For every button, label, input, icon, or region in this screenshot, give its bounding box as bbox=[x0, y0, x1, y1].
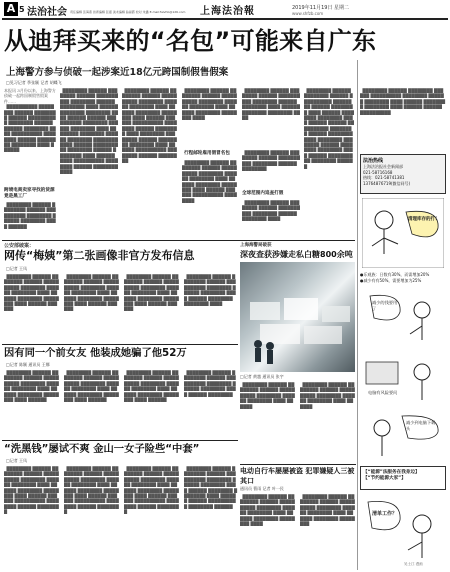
website: www.shfzb.com bbox=[292, 11, 324, 16]
wechat-column-4: ████████ ██████ ████████ ██████ ██████████ ████████ ██████ ████████ ████ ██████ ████████ ████████ ████ bbox=[184, 274, 236, 307]
divorce-column-3: ████████ ██████ ████████ ██████ ██████████ ████████ ██████ ████████ ████ ██████ ████████ ████████ ████ ██████ bbox=[124, 370, 179, 403]
masthead-logo: 上海法治報 bbox=[200, 6, 255, 17]
scam-column-4: ████████ ██████ ████████ ██████ ██████████ ████████ ██████ ████████ ████ ██████ ████████ ████████ ████ ██████ ██████ ██████████ ████████ ██████ bbox=[184, 466, 238, 509]
cartoon-4-caption: 减少到电脑下载头 bbox=[406, 420, 436, 431]
cartoon-5-drawing bbox=[362, 494, 444, 566]
bottom-box-sub: 【“节约能源大家”】 bbox=[363, 476, 406, 481]
page-header bbox=[0, 0, 450, 22]
cartoon-4 bbox=[362, 410, 444, 460]
section-letter: A bbox=[6, 2, 16, 15]
lead-column-4: ████████ ██████ ████████ ██████ ██████████ ████████ ██████ ████████ ████ ██████ ████████ ████████ ████ bbox=[182, 88, 237, 121]
divorce-column-4: ████████ ██████ ████████ ██████ ██████████ ████████ ██████ ████████ ████ ██████ ████████ bbox=[184, 370, 236, 397]
cartoon-4-drawing bbox=[362, 410, 444, 460]
bullet-2: ●减少有有50%，需要增加为25% bbox=[360, 278, 422, 283]
lower-rule bbox=[2, 440, 238, 441]
photo-story-column-1: ████████ ██████ ████████ ██████ ██████████ ████████ ██████ ████████ ████ ██████ bbox=[240, 382, 295, 409]
photo-story-column-2: ████████ ██████ ████████ ██████ ██████████ ████████ ██████ ████████ ████ ██████ bbox=[300, 382, 355, 409]
cartoon-5-caption: 清单工作？ bbox=[372, 511, 398, 517]
lead-headline: 从迪拜买来的“名包”可能来自广东 bbox=[4, 27, 377, 55]
bike-headline: 电动自行车屡屡被盗 犯罪嫌疑人三被其口 bbox=[240, 467, 355, 485]
scam-byline: □记者 王凤 bbox=[6, 458, 28, 463]
wechat-column-3: ████████ ██████ ████████ ██████ ██████████ ████████ ██████ ████████ ████ ██████ ████████ ████████ ████ ██████ ██████ bbox=[124, 274, 179, 312]
divorce-column-1: ████████ ██████ ████████ ██████ ██████████ ████████ ██████ ████████ ████ ██████ ████████ ████████ ████ ██████ bbox=[4, 370, 59, 403]
hotline-line-1: 上海法治报社会新闻部 bbox=[363, 164, 403, 169]
sidebar-divider bbox=[357, 60, 358, 570]
photo-graphic bbox=[240, 262, 355, 372]
wechat-column-1: ████████ ██████ ████████ ██████ ██████████ ████████ ██████ ████████ ████ ██████ ████████ ████████ ████ ██████ ██████ bbox=[4, 274, 59, 312]
bottom-box-title: 【“能源”法服务在我身边】 bbox=[363, 470, 420, 475]
scam-column-2: ████████ ██████ ████████ ██████ ██████████ ████████ ██████ ████████ ████ ██████ ████████ ████████ ████ ██████ ██████ ██████████ ████████ ██████ ████████ bbox=[64, 466, 119, 515]
lead-column-6: ████████ ██████ ████████ ██████ ██████████ ████████ ██████ ████████ ████ ██████ ████████ ████████ ████ ██████ ██████ ██████████ ████████ ██████ ████████ ████ ████████ ████████ ██████ ████████ ████████ ████ ██████ ██████████ ████████ ██████ bbox=[304, 88, 354, 169]
mid-rule bbox=[2, 344, 238, 345]
divorce-byline: □记者 陈颖 通讯员 王娜 bbox=[6, 362, 50, 367]
hotline-line-4: 13764876719(微信同号) bbox=[363, 181, 411, 186]
bike-column-1: ████████ ██████ ████████ ██████ ██████████ ████████ ██████ ████████ ████ ██████ ████████ ████████ ████ bbox=[240, 494, 295, 527]
wechat-column-2: ████████ ██████ ████████ ██████ ██████████ ████████ ██████ ████████ ████ ██████ ████████ ████████ ████ ██████ ██████ bbox=[64, 274, 119, 312]
hotline-label: 法治热线 bbox=[363, 158, 384, 164]
cartoon-2-drawing bbox=[362, 290, 444, 350]
cartoonist-label: 吴士江 漫画 bbox=[404, 562, 423, 566]
cartoon-1-caption: 清理库存的打！ bbox=[408, 217, 440, 222]
date-line: 2019年11月19日 星期二 bbox=[292, 5, 350, 11]
cartoon-3-drawing bbox=[362, 354, 444, 406]
cartoon-1 bbox=[362, 198, 444, 268]
photo-byline: □记者 黄越 通讯员 张宇 bbox=[240, 374, 284, 379]
lead-byline: □见习记者 季张颖 记者 胡蝶飞 bbox=[6, 80, 62, 85]
lead-column-2: ████████ ██████ ████████ ██████ ██████████ ████████ ██████ ████████ ████ ██████ ████████ ████████ ████ ██████ ██████ ██████████ ████████ ██████ ████████ ████ ████████ ████████ ██████ ████████ ████████ ████ ██████ ██████████ ████████ ██████ ████████ ████ ██████ ████ ██████████ ████████ ██████ ████████ ████ bbox=[60, 88, 118, 175]
bike-subhead: 通讯员 曹雨 记者 叶一民 bbox=[240, 486, 284, 491]
lead-subheading-2: 行程邮轮雇用假冒名包 bbox=[184, 151, 230, 156]
bike-column-2: ████████ ██████ ████████ ██████ ██████████ ████████ ██████ ████████ ████ ██████ ████████ ████████ bbox=[300, 494, 355, 527]
sidebar-text-1: ████████ ██████ ████████ ██████ ██████████ ████████ ██████ ████████ ████ ██████ ████████ ████████ ████ ██████ ██████ ██████████ bbox=[360, 88, 446, 115]
cartoon-2 bbox=[362, 290, 444, 350]
bottom-box bbox=[360, 466, 446, 490]
divorce-headline: 因有同一个前女友 他装成她骗了他52万 bbox=[4, 347, 187, 359]
lead-column-3: ████████ ██████ ████████ ██████ ██████████ ████████ ██████ ████████ ████ ██████ ████████ ████████ ████ ██████ ██████ ██████████ ████████ ██████ ████████ ████ ████████ ████████ ██████ ████████ ████████ ████ ██████ ██████████ ████████ ██████ ████████ bbox=[122, 88, 177, 164]
section-badge bbox=[4, 2, 18, 16]
bullet-1: ●乐观族：日数有30%，而需增加20% bbox=[360, 272, 430, 277]
lead-column-1: 本报讯 3月份以来，上海警方侦破一起跨国制假售假案件…… ██████████ ████████ ██████ ████████ ██████ ██████████ ████████ ██████ ██████ ████████ ████ ██████████ ████████ ██████ ████████ ████████ ████ ██████ bbox=[4, 88, 56, 153]
lead-column-5b: ████████ ██████ ████████ ██████ ██████████ ████████ ██████ ████████ bbox=[242, 150, 300, 172]
cartoon-3-caption: 电脑有风险要问 bbox=[368, 390, 398, 395]
wechat-byline: □记者 王凤 bbox=[6, 266, 28, 271]
divorce-column-2: ████████ ██████ ████████ ██████ ██████████ ████████ ██████ ████████ ████ ██████ ████████ ████████ ████ ██████ bbox=[64, 370, 119, 403]
cartoon-2-caption: 减少的钱要用了 bbox=[372, 300, 398, 311]
lead-column-4b: ████████ ██████ ████████ ██████ ██████████ ████████ ██████ ████████ ████ ██████ ████████ ████████ ████ ██████ ██████ ██████████ ████████ bbox=[182, 160, 237, 203]
header-rule bbox=[2, 18, 448, 20]
lead-bottom-rule bbox=[2, 240, 355, 241]
wechat-kicker: 公安部破案： bbox=[4, 243, 35, 249]
editor-line: 责任编辑 张海燕 首席编辑 张嘉 美术编辑 翁丽霞 校对 朱鑫 E-mail:falvhb@126.com bbox=[70, 10, 186, 14]
section-number: 5 bbox=[19, 5, 25, 14]
lead-column-1b: ████████ ██████ ████████ ██████ ██████████ ████████ ██████ ████████ ████ ██████ bbox=[4, 202, 56, 229]
hotline-line-2: 021-58716168 bbox=[363, 170, 393, 175]
cartoon-5 bbox=[362, 494, 444, 566]
hotline-line-3: 热线：021-58741381 bbox=[363, 175, 405, 180]
lead-column-5c: ████████ ██████ ████████ ██████ ██████████ ████████ ██████ ████████ ████ bbox=[242, 200, 300, 222]
hotline-box bbox=[360, 154, 446, 194]
photo-kicker: 上海海警局破获 bbox=[240, 243, 272, 248]
scam-column-3: ████████ ██████ ████████ ██████ ██████████ ████████ ██████ ████████ ████ ██████ ████████ ████████ ████ ██████ ██████ ██████████ ████████ ██████ ████████ bbox=[124, 466, 179, 515]
lead-subhead: 上海警方参与侦破一起涉案近18亿元跨国制假售假案 bbox=[6, 67, 229, 78]
lead-column-5: ████████ ██████ ████████ ██████ ██████████ ████████ ██████ ████████ ████ ██████ ████████ ████████ ████ bbox=[242, 88, 300, 121]
scam-column-1: ████████ ██████ ████████ ██████ ██████████ ████████ ██████ ████████ ████ ██████ ████████ ████████ ████ ██████ ██████ ██████████ ████████ ██████ ████████ bbox=[4, 466, 59, 515]
wechat-headline: 网传“梅姨”第二张画像非官方发布信息 bbox=[4, 249, 195, 262]
lead-subheading-4: 全球范围内追查打假 bbox=[242, 191, 284, 196]
cartoon-3 bbox=[362, 354, 444, 406]
bike-rule bbox=[240, 464, 356, 465]
photo-headline: 深夜查获涉嫌走私白糖800余吨 bbox=[240, 250, 353, 259]
cartoon-1-drawing bbox=[362, 198, 444, 268]
lead-intro-text: 本报讯 3月份以来，上海警方侦破一起跨国制假售假案件…… bbox=[4, 88, 56, 104]
sidebar-bullets bbox=[360, 272, 446, 284]
sugar-seizure-photo bbox=[240, 262, 355, 372]
section-name: 法治社会 bbox=[27, 7, 67, 18]
lead-subheading-1: 跨境电商卖家寻找的货源竟是黑工厂 bbox=[4, 188, 55, 199]
scam-headline: “洗黑钱”屡试不爽 金山一女子险些“中套” bbox=[4, 443, 200, 455]
